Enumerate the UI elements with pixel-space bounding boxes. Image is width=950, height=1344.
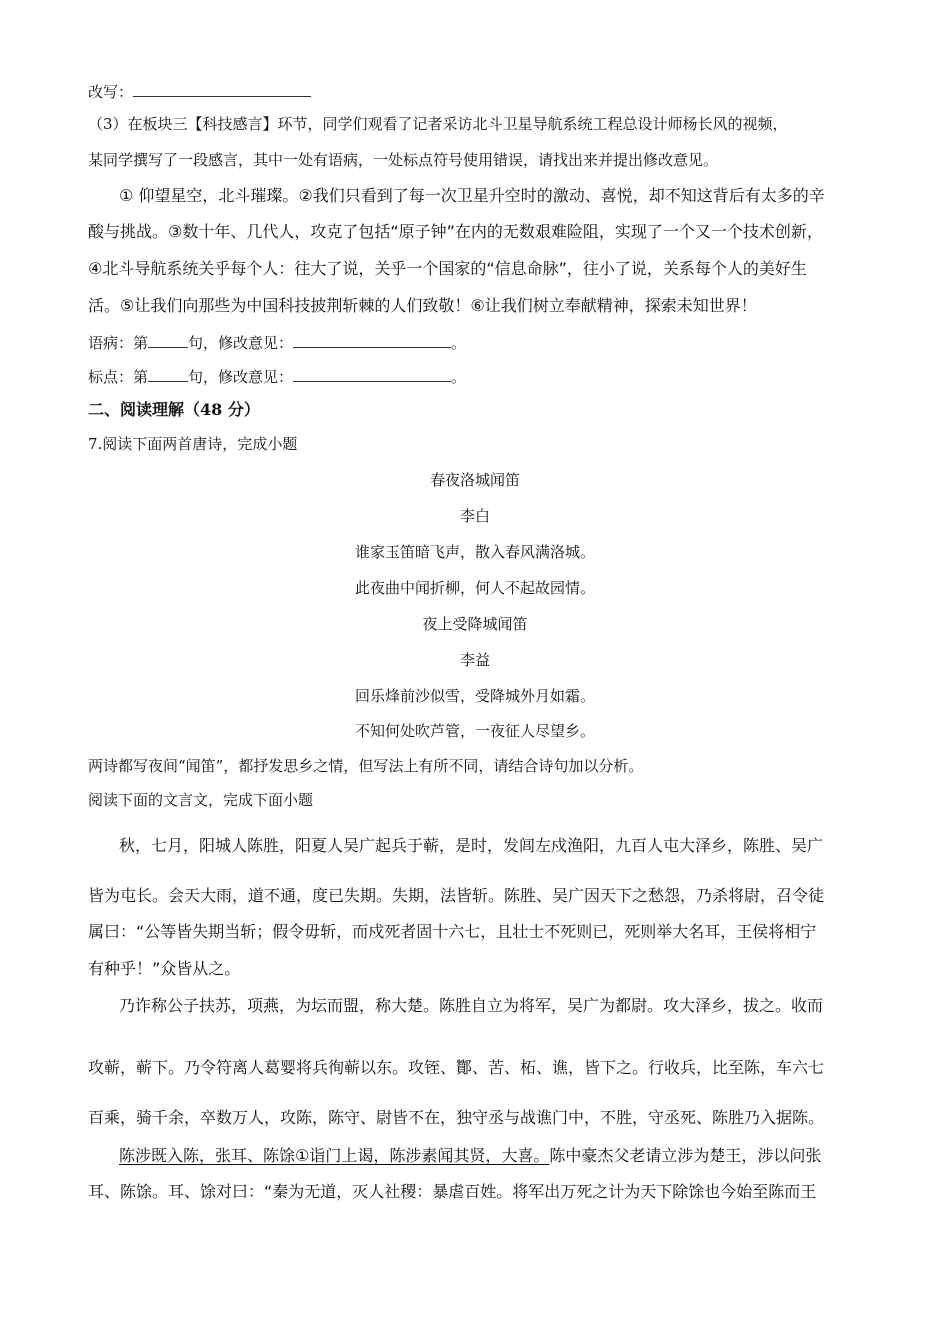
grammar-label: 语病：第 xyxy=(88,334,149,352)
poem2-line-2: 不知何处吹芦管，一夜征人尽望乡。 xyxy=(354,722,595,740)
passage-line-1: ① 仰望星空，北斗璀璨。②我们只看到了每一次卫星升空时的激动、喜悦，却不知这背后有太多的辛 xyxy=(119,186,825,205)
punct-label: 标点：第 xyxy=(88,368,149,386)
passage-line-4: 活。⑤让我们向那些为中国科技披荆斩棘的人们致敬！⑥让我们树立奉献精神，探索未知世界！ xyxy=(88,296,757,315)
punct-suggestion-blank[interactable] xyxy=(293,367,451,382)
poem-question: 两诗都写夜间“闻笛”，都抒发思乡之情，但写法上有所不同，请结合诗句加以分析。 xyxy=(88,757,644,775)
punct-answer-line xyxy=(88,367,466,387)
classical-p1-line-2: 皆为屯长。会天大雨，道不通，度已失期。失期，法皆斩。陈胜、吴广因天下之愁怨，乃杀将尉，召令徒 xyxy=(88,886,825,905)
classical-p3-line-1-rest: 陈中豪杰父老请立涉为楚王，涉以问张 xyxy=(549,1146,822,1165)
classical-p2-line-2: 攻蕲，蕲下。乃令符离人葛婴将兵徇蕲以东。攻铚、酇、苦、柘、谯，皆下之。行收兵，比至陈，车六七 xyxy=(88,1058,825,1077)
grammar-sentence-blank[interactable] xyxy=(148,333,188,348)
section-title: 二、阅读理解（48 分） xyxy=(88,400,260,419)
grammar-suggestion-blank[interactable] xyxy=(293,333,451,348)
q3-line-2: 某同学撰写了一段感言，其中一处有语病，一处标点符号使用错误，请找出来并提出修改意见。 xyxy=(88,151,719,169)
poem2-title: 夜上受降城闻笛 xyxy=(422,615,528,633)
poem1-author: 李白 xyxy=(459,507,490,525)
q3-line-1: （3）在板块三【科技感言】环节，同学们观看了记者采访北斗卫星导航系统工程总设计师杨长风的视频， xyxy=(88,115,788,133)
rewrite-answer-blank[interactable] xyxy=(133,82,311,97)
poem1-line-1: 谁家玉笛暗飞声，散入春风满洛城。 xyxy=(354,543,595,561)
poem2-author: 李益 xyxy=(459,651,490,669)
classical-p2-line-1: 乃诈称公子扶苏，项燕，为坛而盟，称大楚。陈胜自立为将军，吴广为都尉。攻大泽乡，拔之。收而 xyxy=(119,996,824,1015)
poem2-line-1: 回乐烽前沙似雪，受降城外月如霜。 xyxy=(354,687,595,705)
grammar-answer-line xyxy=(88,333,466,353)
grammar-mid-label: 句，修改意见： xyxy=(188,334,294,352)
q7-intro: 7.阅读下面两首唐诗，完成小题 xyxy=(88,435,298,453)
punct-mid-label: 句，修改意见： xyxy=(188,368,294,386)
classical-p2-line-3: 百乘，骑千余，卒数万人，攻陈，陈守、尉皆不在，独守丞与战谯门中，不胜，守丞死、陈胜乃入据陈。 xyxy=(88,1108,825,1127)
classical-p1-line-4: 有种乎！”众皆从之。 xyxy=(88,959,241,978)
classical-p3-line-2: 耳、陈馀。耳、馀对曰：“秦为无道，灭人社稷：暴虐百姓。将军出万死之计为天下除馀也今始至陈而王 xyxy=(88,1182,817,1201)
classical-p3-line-1 xyxy=(119,1146,821,1166)
passage-line-2: 酸与挑战。③数十年、几代人，攻克了包括“原子钟”在内的无数艰难险阻，实现了一个又一个技术创新， xyxy=(88,222,823,241)
poem1-title: 春夜洛城闻笛 xyxy=(429,471,520,489)
classical-p1-line-1: 秋，七月，阳城人陈胜，阳夏人吴广起兵于蕲，是时，发闾左戍渔阳，九百人屯大泽乡，陈胜、吴广 xyxy=(119,836,824,855)
poem1-line-2: 此夜曲中闻折柳，何人不起故园情。 xyxy=(354,579,595,597)
rewrite-label: 改写： xyxy=(88,83,134,101)
grammar-end: 。 xyxy=(451,334,467,352)
punct-end: 。 xyxy=(451,368,467,386)
underlined-sentence: 陈涉既入陈，张耳、陈馀①诣门上谒，陈涉素闻其贤，大喜。 xyxy=(119,1146,550,1165)
punct-sentence-blank[interactable] xyxy=(148,367,188,382)
passage-line-3: ④北斗导航系统关乎每个人：往大了说，关乎一个国家的“信息命脉”，往小了说，关系每个人的美好生 xyxy=(88,259,807,278)
rewrite-line xyxy=(88,82,311,102)
classical-p1-line-3: 属曰：“公等皆失期当斩；假令毋斩，而戍死者固十六七，且壮士不死则已，死则举大名耳，王侯将相宁 xyxy=(88,922,817,941)
classical-intro: 阅读下面的文言文，完成下面小题 xyxy=(88,791,314,809)
